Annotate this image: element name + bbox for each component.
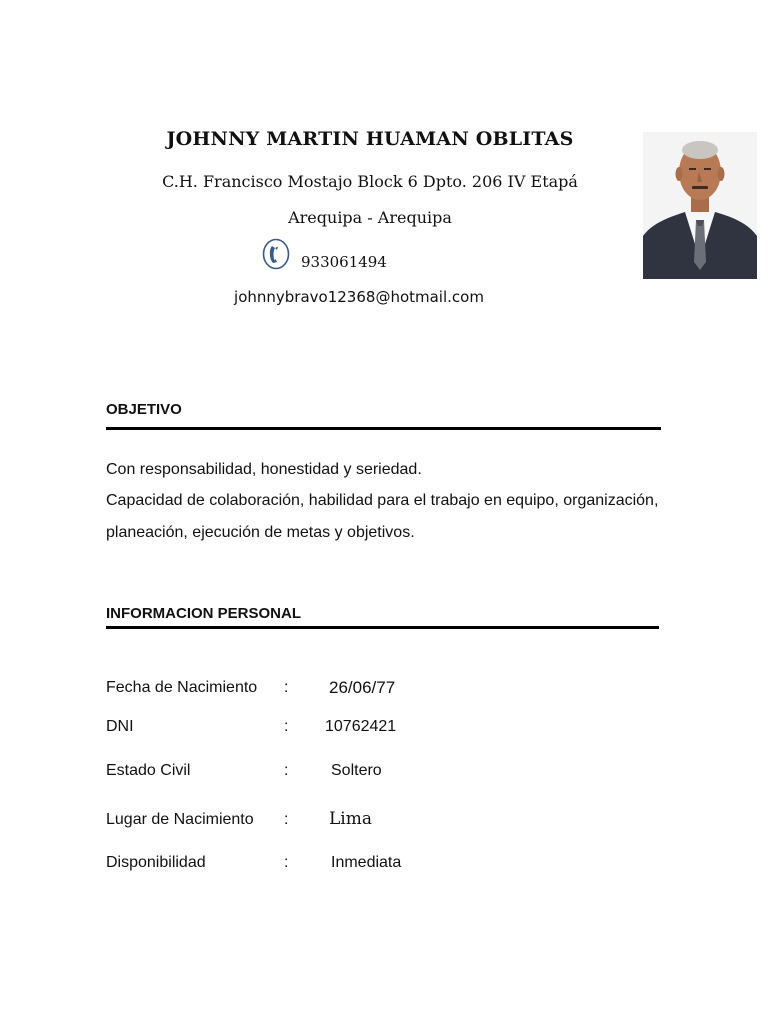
objective-heading: OBJETIVO bbox=[106, 401, 182, 418]
civil-status-label: Estado Civil bbox=[106, 762, 191, 779]
address-line: C.H. Francisco Mostajo Block 6 Dpto. 206 IV Etapá bbox=[162, 172, 578, 191]
section-divider bbox=[106, 427, 661, 430]
birth-date-label: Fecha de Nacimiento bbox=[106, 679, 258, 696]
dni-label: DNI bbox=[106, 718, 134, 735]
candidate-name: JOHNNY MARTIN HUAMAN OBLITAS bbox=[166, 128, 574, 150]
birth-place-label: Lugar de Nacimiento bbox=[106, 811, 254, 828]
city-line: Arequipa - Arequipa bbox=[288, 208, 452, 227]
separator: : bbox=[284, 718, 289, 735]
objective-line: Capacidad de colaboración, habilidad para el trabajo en equipo, organización, bbox=[106, 492, 659, 509]
section-divider bbox=[106, 626, 659, 629]
portrait-photo bbox=[643, 132, 757, 279]
dni-value: 10762421 bbox=[325, 718, 397, 735]
separator: : bbox=[284, 854, 289, 871]
birth-place-value: Lima bbox=[329, 809, 372, 829]
personal-info-heading: INFORMACION PERSONAL bbox=[106, 605, 301, 622]
separator: : bbox=[284, 679, 289, 696]
birth-date-value: 26/06/77 bbox=[329, 678, 396, 697]
objective-line: Con responsabilidad, honestidad y seriedad. bbox=[106, 461, 422, 478]
civil-status-value: Soltero bbox=[331, 762, 382, 779]
availability-label: Disponibilidad bbox=[106, 854, 206, 871]
separator: : bbox=[284, 762, 289, 779]
telephone-icon bbox=[262, 238, 290, 270]
email-address[interactable]: johnnybravo12368@hotmail.com bbox=[234, 288, 484, 306]
phone-number: 933061494 bbox=[301, 253, 387, 271]
objective-line: planeación, ejecución de metas y objetivos. bbox=[106, 524, 415, 541]
availability-value: Inmediata bbox=[331, 854, 402, 871]
separator: : bbox=[284, 811, 289, 828]
